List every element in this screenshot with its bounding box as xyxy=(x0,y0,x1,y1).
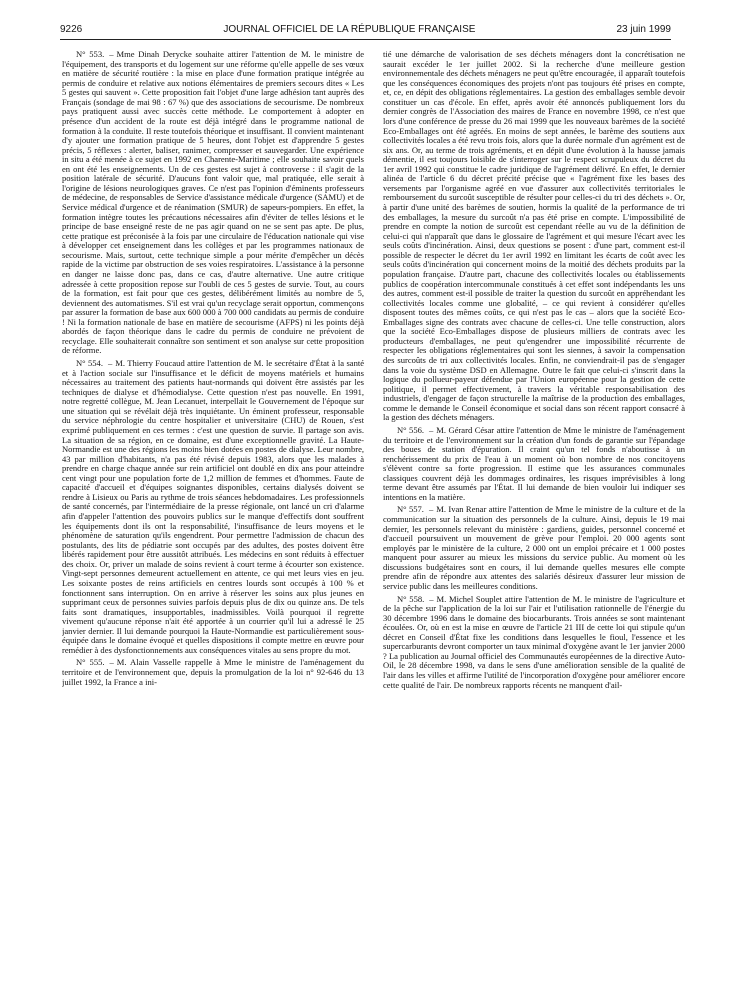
question-558: N° 558. – M. Michel Souplet attire l'attention de M. le ministre de l'agriculture et de la pêche sur l'application de la loi sur l'air et l'utilisation rationnelle de l'énergie du 30 décembre 1996 dans le domaine des biocarburants. Trois années se sont maintenant écoulées. Or, où en est la mise en œuvre de l'article 21 III de cette loi qui stipule qu'un décret en Conseil d'État fixe les conditions dans lesquelles le fioul, l'essence et les supercarburants devront comporter un taux minimal d'oxygène avant le 1er janvier 2000 ? La publication au Journal officiel des Communautés européennes de la directive Auto-Oil, le 28 décembre 1998, va dans le sens d'une amélioration sensible de la qualité de l'air dans les villes et affirme l'utilité de l'incorporation d'oxygène pour améliorer encore cette qualité de l'air. De nombreux rapports récents ne manquent d'ail- xyxy=(383,593,685,690)
question-text: M. Thierry Foucaud attire l'attention de M. le secrétaire d'État à la santé et à l'action sociale sur l'insuffisance et le déficit de moyens matériels et humains nécessaires au traitement des patients haut-normands qui doivent être assistés par les techniques de dialyse et d'hémodialyse. Cette question n'est pas nouvelle. En 1991, notre regretté collègue, M. Jean Lecanuet, interpellait le Gouvernement de l'époque sur une situation qui se révélait déjà très inquiétante. Un éminent professeur, responsable du service néphrologie du centre hospitalier et universitaire (CHU) de Rouen, s'est exprimé publiquement en ces termes : c'est une question de survie. Il partage son avis. La situation de sa région, en ce domaine, est d'une exceptionnelle gravité. La Haute-Normandie est une des régions les moins bien dotées en postes de dialyse. Leur nombre, 43 par million d'habitants, n'a pas été révisé depuis 1983, alors que les malades à prendre en charge chaque année sur rein artificiel ont doublé en dix ans pour atteindre cent vingt pour une population forte de 1,2 million de femmes et d'hommes. Faute de capacité d'accueil et d'équipes soignantes disponibles, certains dialysés doivent se rendre à Lisieux ou Paris au rythme de trois séances hebdomadaires. Les professionnels de santé concernés, par l'intermédiaire de la presse régionale, ont lancé un cri d'alarme afin d'appeler l'attention des pouvoirs publics sur le manque d'effectifs dont souffrent les équipements dont ils ont la responsabilité, l'insuffisance de leurs moyens et le phénomène de saturation qu'ils engendrent. Pour permettre l'admission de chacun des postulants, des lits de pédiatrie sont occupés par des adultes, des postes doivent être libérés rapidement pour être aussitôt attribués. Les médecins en sont réduits à effectuer des choix. Or, priver un malade de soins revient à court terme à écourter son existence. Vingt-sept personnes demeurent actuellement en attente, ce qui met leurs vies en jeu. Les soixante postes de reins artificiels en centres lourds sont occupés à 100 % et fonctionnent sans interruption. On en arrive à réserver les soins aux plus jeunes en supprimant ceux de personnes suivies parfois depuis plus de dix ou quinze ans. De tels faits sont dramatiques, insupportables, inadmissibles. Voilà pourquoi il regrette vivement qu'aucune réponse n'ait été apportée à un courrier qu'il lui a adressé le 25 janvier dernier. Il lui demande pourquoi la Haute-Normandie est particulièrement sous-équipée dans le domaine évoqué et quelles dispositions il compte mettre en œuvre pour remédier à des dysfonctionnements aux conséquences vitales au sens propre du mot. xyxy=(62,358,364,655)
question-number: N° 557. xyxy=(397,504,424,515)
page-header xyxy=(60,22,671,36)
question-text: Mme Dinah Derycke souhaite attirer l'attention de M. le ministre de l'équipement, des transports et du logement sur une réforme qu'elle appelle de ses vœux en matière de sécurité routière : la mise en place d'une formation pratique intégrée au permis de conduire et relative aux notions élémentaires de premiers secours dites « Les 5 gestes qui sauvent ». Cette proposition fait l'objet d'une large adhésion tant auprès des Français (sondage de mai 98 : 67 %) que des associations de secourisme. De nombreux pays pratiquent aussi avec succès cette méthode. Le comportement à adopter en présence d'un accident de la route est déjà intégré dans le programme national de formation à la conduite. Il reste toutefois théorique et insuffisant. Il convient maintenant d'y ajouter une formation pratique de 5 heures, dont l'objet est d'apprendre 5 gestes précis, 5 réflexes : alerter, baliser, ranimer, compresser et sauvegarder. Une expérience in situ a été menée à ce sujet en 1992 en Charente-Maritime ; elle souhaite savoir quels en ont été les enseignements. Un de ces gestes est sujet à controverse : il s'agit de la position latérale de sécurité. D'aucuns font valoir que, mal pratiquée, elle serait à l'origine de lésions neurologiques graves. Ce n'est pas l'opinion d'éminents professeurs de médecine, de responsables de Service d'assistance médicale d'urgence (SAMU) et de Service médical d'urgence et de réanimation (SMUR) de sapeurs-pompiers. En effet, la formation intègre toutes les précautions nécessaires afin d'éviter de telles lésions et le principe de base enseigné reste de ne pas agir quand on ne se sent pas apte. De plus, cette pratique est préconisée à la fois par une circulaire de l'éducation nationale qui vise à développer cet enseignement dans les collèges et par les programmes nationaux de secourisme. Mais, surtout, cette technique simple a pour mérite d'empêcher un décès rapide de la victime par obstruction de ses voies respiratoires. L'assistance à la personne en danger ne laisse donc pas, dans ce cas, d'autre alternative. Une autre critique adressée à cette proposition repose sur l'oubli de ces 5 gestes de survie. Tout, au cours de la formation, est fait pour que ces gestes, délibérément limités au nombre de 5, deviennent des automatismes. S'il est vrai qu'un recyclage serait opportun, commençons par assurer la formation de base aux 600 000 à 700 000 candidats au permis de conduire ! Ni la formation nationale de base en matière de secourisme (AFPS) ni les points déjà abordés de façon théorique dans le cadre du permis de conduire ne prévoient de recyclage. Elle souhaiterait connaître son sentiment et son analyse sur cette proposition de réforme. xyxy=(62,50,364,356)
question-number: N° 556. xyxy=(397,424,425,435)
question-text: M. Michel Souplet attire l'attention de M. le ministre de l'agriculture et de la pêche sur l'application de la loi sur l'air et l'utilisation rationnelle de l'énergie du 30 décembre 1996 dans le domaine des biocarburants. Trois années se sont maintenant écoulées. Or, où en est la mise en œuvre de l'article 21 III de cette loi qui stipule qu'un décret en Conseil d'État fixe les conditions dans lesquelles le fioul, l'essence et les supercarburants devront comporter un taux minimal d'oxygène avant le 1er janvier 2000 ? La publication au Journal officiel des Communautés européennes de la directive Auto-Oil, le 28 décembre 1998, va dans le sens d'une amélioration sensible de la qualité de l'air dans les villes et affirme l'utilité de l'incorporation d'oxygène pour améliorer encore cette qualité de l'air. De nombreux rapports récents ne manquent d'ail- xyxy=(383,593,685,690)
question-number: N° 553. xyxy=(76,50,105,59)
right-column xyxy=(383,50,685,984)
question-556: N° 556. – M. Gérard César attire l'attention de Mme le ministre de l'aménagement du territoire et de l'environnement sur la création d'un fonds de garantie sur l'épandage des boues de station d'épuration. Il craint qu'un tel fonds n'aboutisse à un renchérissement du prix de l'eau à un moment où bon nombre de nos concitoyens s'élèvent contre sa forte progression. Il estime que les assurances communales classiques couvrent déjà les dommages ordinaires, les risques imprévisibles à long terme devant être assumés par l'État. Il lui demande de bien vouloir lui indiquer ses intentions en la matière. xyxy=(383,424,685,502)
question-557: N° 557. – M. Ivan Renar attire l'attention de Mme le ministre de la culture et de la communication sur la situation des personnels de la culture. Ainsi, depuis le 19 mai dernier, les personnels relevant du ministère : gardiens, guides, personnel concerné et d'accueil poursuivent un mouvement de grève pour l'emploi. 20 000 agents sont employés par le ministère de la culture, 2 000 ont un emploi précaire et 1 000 postes manquent pour assurer au mieux les missions du service public. Au moment où les discussions budgétaires sont en cours, il lui demande quelles mesures elle compte prendre afin de répondre aux attentes des salariés désireux d'assurer leur mission de service public dans les meilleures conditions. xyxy=(383,504,685,591)
question-554: N° 554. – M. Thierry Foucaud attire l'attention de M. le secrétaire d'État à la santé et à l'action sociale sur l'insuffisance et le déficit de moyens matériels et humains nécessaires au traitement des patients haut-normands qui doivent être assistés par les techniques de dialyse et d'hémodialyse. Cette question n'est pas nouvelle. En 1991, notre regretté collègue, M. Jean Lecanuet, interpellait le Gouvernement de l'époque sur une situation qui se révélait déjà très inquiétante. Un éminent professeur, responsable du service néphrologie du centre hospitalier et universitaire (CHU) de Rouen, s'est exprimé publiquement en ces termes : c'est une question de survie. Il partage son avis. La situation de sa région, en ce domaine, est d'une exceptionnelle gravité. La Haute-Normandie est une des régions les moins bien dotées en postes de dialyse. Leur nombre, 43 par million d'habitants, n'a pas été révisé depuis 1983, alors que les malades à prendre en charge chaque année sur rein artificiel ont doublé en dix ans pour atteindre cent vingt pour une population forte de 1,2 million de femmes et d'hommes. Faute de capacité d'accueil et d'équipes soignantes disponibles, certains dialysés doivent se rendre à Lisieux ou Paris au rythme de trois séances hebdomadaires. Les professionnels de santé concernés, par l'intermédiaire de la presse régionale, ont lancé un cri d'alarme afin d'appeler l'attention des pouvoirs publics sur le manque d'effectifs dont souffrent les équipements dont ils ont la responsabilité, l'insuffisance de leurs moyens et le phénomène de saturation qu'ils engendrent. Pour permettre l'admission de chacun des postulants, des lits de pédiatrie sont occupés par des adultes, des postes doivent être libérés rapidement pour être aussitôt attribués. Les médecins en sont réduits à effectuer des choix. Or, priver un malade de soins revient à court terme à écourter son existence. Vingt-sept personnes demeurent actuellement en attente, ce qui met leurs vies en jeu. Les soixante postes de reins artificiels en centres lourds sont occupés à 100 % et fonctionnent sans interruption. On en arrive à réserver les soins aux plus jeunes en supprimant ceux de personnes suivies parfois depuis plus de dix ou quinze ans. De tels faits sont dramatiques, insupportables, inadmissibles. Voilà pourquoi il regrette vivement qu'aucune réponse n'ait été apportée à un courrier qu'il lui a adressé le 25 janvier dernier. Il lui demande pourquoi la Haute-Normandie est particulièrement sous-équipée dans le domaine évoqué et quelles dispositions il compte mettre en œuvre pour remédier à des dysfonctionnements aux conséquences vitales au sens propre du mot. xyxy=(62,358,364,655)
question-number: N° 555. xyxy=(76,657,105,668)
question-number: N° 554. xyxy=(76,358,103,368)
question-text: M. Ivan Renar attire l'attention de Mme le ministre de la culture et de la communication sur la situation des personnels de la culture. Ainsi, depuis le 19 mai dernier, les personnels relevant du ministère : gardiens, guides, personnel concerné et d'accueil poursuivent un mouvement de grève pour l'emploi. 20 000 agents sont employés par le ministère de la culture, 2 000 ont un emploi précaire et 1 000 postes manquent pour assurer au mieux les missions du service public. Au moment où les discussions budgétaires sont en cours, il lui demande quelles mesures elle compte prendre afin de répondre aux attentes des salariés désireux d'assurer leur mission de service public dans les meilleures conditions. xyxy=(383,504,685,591)
question-text: M. Gérard César attire l'attention de Mme le ministre de l'aménagement du territoire et de l'environnement sur la création d'un fonds de garantie sur l'épandage des boues de station d'épuration. Il craint qu'un tel fonds n'aboutisse à un renchérissement du prix de l'eau à un moment où bon nombre de nos concitoyens s'élèvent contre sa forte progression. Il estime que les assurances communales classiques couvrent déjà les dommages ordinaires, les risques imprévisibles à long terme devant être assumés par l'État. Il lui demande de bien vouloir lui indiquer ses intentions en la matière. xyxy=(383,424,685,502)
question-number: N° 558. xyxy=(397,593,425,604)
header-rule xyxy=(60,39,671,40)
page-number: 9226 xyxy=(60,24,83,35)
left-column xyxy=(62,50,364,984)
continuation-text: tié une démarche de valorisation de ses déchets ménagers dont la concrétisation ne saurait excéder le 1er juillet 2002. Si la recherche d'une meilleure gestion environnementale des déchets ménagers ne peut qu'être encouragée, il apparaît toutefois que les conséquences économiques des projets n'ont pas toujours été prises en compte, et, ce, en dépit des obligations réglementaires. La gestion des emballages semble devoir constituer un cas d'école. En effet, après avoir été annoncés publiquement lors du dernier congrès de l'Association des maires de France en novembre 1998, ce n'est que lors d'une conférence de presse du 26 mai 1999 que les nouveaux barèmes de la société Eco-Emballages ont été agréés. En moins de sept années, le barème des soutiens aux collectivités locales a été revu trois fois, alors que la durée normale d'un agrément est de six ans. Or, au terme de trois agréments, et en dépit d'une évolution à la hausse jamais démentie, il est toujours loisible de s'interroger sur le respect scrupuleux du décret du 1er avril 1992 qui constitue le cadre juridique de l'agrément délivré. En effet, le dernier alinéa de l'article 6 du décret précité précise que « l'agrément fixe les bases des versements par l'organisme agréé en vue d'assurer aux collectivités territoriales le remboursement du surcoût susceptible de résulter pour celles-ci du tri des déchets ». Or, à partir d'une unité des barèmes de soutien, hormis la qualité de la performance de tri des emballages, la mesure du surcoût n'a pas été prise en compte. L'impossibilité de prendre en compte la notion de surcoût est cependant réelle au vu de la définition de celui-ci qui n'apparaît que dans le glossaire de l'agrément et qui mesure l'écart avec les seuls coûts d'incinération. Ainsi, deux questions se posent : d'une part, comment est-il possible de respecter le décret du 1er avril 1992 en limitant les écarts de coût avec les seuls coûts d'incinération qui concernent moins de la moitié des déchets produits par la population française. D'autre part, chacune des collectivités locales ou établissements publics de coopération intercommunale constitués à cet effet sont indépendants les uns des autres, comment est-il possible de traiter la question du surcoût en appréhendant les collectivités locales comme une globalité, – ce qui revient à considérer qu'elles disposent toutes des mêmes coûts, ce qui n'est pas le cas – alors que la société Eco-Emballages signe des contrats avec chacune de celles-ci. Une telle construction, alors que la société Eco-Emballages dispose de plusieurs milliers de contrats avec les producteurs d'emballages, ne peut qu'engendrer une impossibilité récurrente de respecter les obligations réglementaires qui sont les siennes, à savoir la compensation des surcoûts de tri aux collectivités locales. Enfin, ne conviendrait-il pas de s'engager dans la voie du système DSD en Allemagne. Outre le fait que celui-ci s'inscrit dans la logique du pollueur-payeur défendue par l'Union européenne pour la gestion de cette politique, il permet effectivement, à travers la véritable responsabilisation des industriels, d'engager de façon structurelle la maîtrise de la production des emballages, comme le demande le Conseil économique et social dans son récent rapport consacré à la gestion des déchets ménagers. xyxy=(383,50,685,423)
journal-title: JOURNAL OFFICIEL DE LA RÉPUBLIQUE FRANÇAISE xyxy=(223,24,476,35)
question-555-continuation xyxy=(383,50,685,423)
question-555: N° 555. – M. Alain Vasselle rappelle à Mme le ministre de l'aménagement du territoire et de l'environnement que, depuis la promulgation de la loi n° 92-646 du 13 juillet 1992, la France a ini- xyxy=(62,657,364,687)
question-text: M. Alain Vasselle rappelle à Mme le ministre de l'aménagement du territoire et de l'environnement que, depuis la promulgation de la loi n° 92-646 du 13 juillet 1992, la France a ini- xyxy=(62,657,364,687)
issue-date: 23 juin 1999 xyxy=(616,24,671,35)
question-553: N° 553. – Mme Dinah Derycke souhaite attirer l'attention de M. le ministre de l'équipement, des transports et du logement sur une réforme qu'elle appelle de ses vœux en matière de sécurité routière : la mise en place d'une formation pratique intégrée au permis de conduire et relative aux notions élémentaires de premiers secours dites « Les 5 gestes qui sauvent ». Cette proposition fait l'objet d'une large adhésion tant auprès des Français (sondage de mai 98 : 67 %) que des associations de secourisme. De nombreux pays pratiquent aussi avec succès cette méthode. Le comportement à adopter en présence d'un accident de la route est déjà intégré dans le programme national de formation à la conduite. Il reste toutefois théorique et insuffisant. Il convient maintenant d'y ajouter une formation pratique de 5 heures, dont l'objet est d'apprendre 5 gestes précis, 5 réflexes : alerter, baliser, ranimer, compresser et sauvegarder. Une expérience in situ a été menée à ce sujet en 1992 en Charente-Maritime ; elle souhaite savoir quels en ont été les enseignements. Un de ces gestes est sujet à controverse : il s'agit de la position latérale de sécurité. D'aucuns font valoir que, mal pratiquée, elle serait à l'origine de lésions neurologiques graves. Ce n'est pas l'opinion d'éminents professeurs de médecine, de responsables de Service d'assistance médicale d'urgence (SAMU) et de Service médical d'urgence et de réanimation (SMUR) de sapeurs-pompiers. En effet, la formation intègre toutes les précautions nécessaires afin d'éviter de telles lésions et le principe de base enseigné reste de ne pas agir quand on ne se sent pas apte. De plus, cette pratique est préconisée à la fois par une circulaire de l'éducation nationale qui vise à développer cet enseignement dans les collèges et par les programmes nationaux de secourisme. Mais, surtout, cette technique simple a pour mérite d'empêcher un décès rapide de la victime par obstruction de ses voies respiratoires. L'assistance à la personne en danger ne laisse donc pas, dans ce cas, d'autre alternative. Une autre critique adressée à cette proposition repose sur l'oubli de ces 5 gestes de survie. Tout, au cours de la formation, est fait pour que ces gestes, délibérément limités au nombre de 5, deviennent des automatismes. S'il est vrai qu'un recyclage serait opportun, commençons par assurer la formation de base aux 600 000 à 700 000 candidats au permis de conduire ! Ni la formation nationale de base en matière de secourisme (AFPS) ni les points déjà abordés de façon théorique dans le cadre du permis de conduire ne prévoient de recyclage. Elle souhaiterait connaître son sentiment et son analyse sur cette proposition de réforme. xyxy=(62,50,364,356)
